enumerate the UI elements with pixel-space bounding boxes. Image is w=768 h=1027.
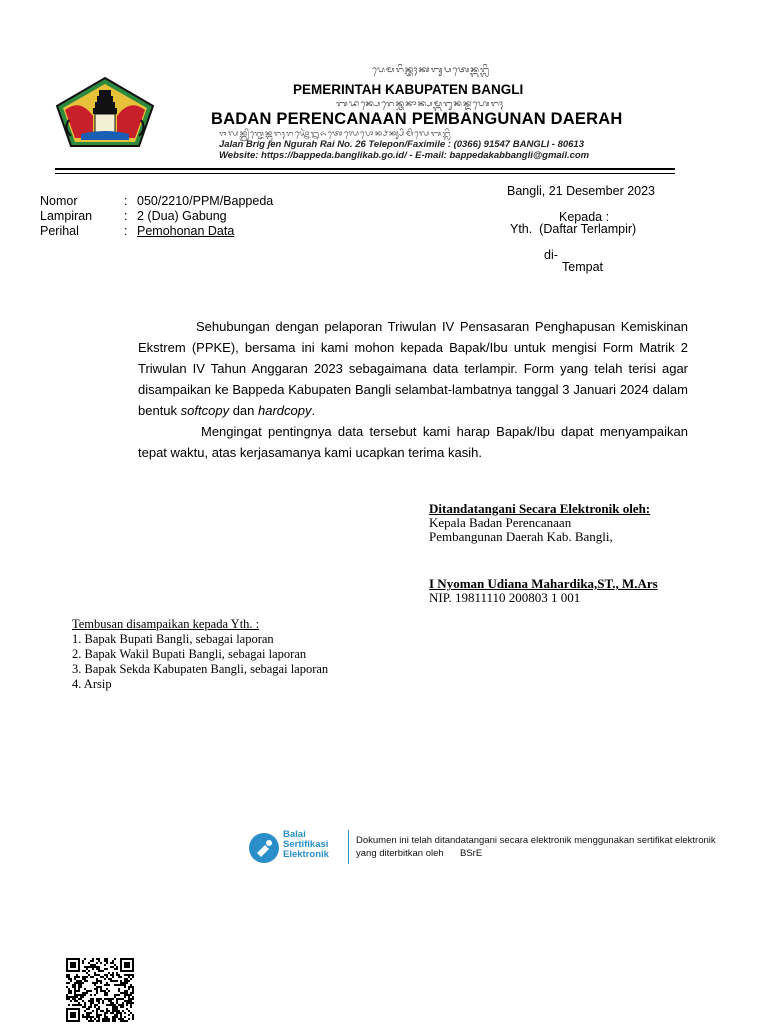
signature-note: Ditandatangani Secara Elektronik oleh: <box>429 501 651 516</box>
cc-item: 2. Bapak Wakil Bupati Bangli, sebagai laporan <box>72 647 307 661</box>
signature-position-1: Kepala Badan Perencanaan <box>429 515 572 530</box>
bangli-crest-logo <box>55 76 155 148</box>
letterhead-government: PEMERINTAH KABUPATEN BANGLI <box>293 82 524 97</box>
bsre-note-1: Dokumen ini telah ditandatangani secara elektronik menggunakan sertifikat elektronik <box>356 835 716 846</box>
bsre-logo-line-1: Balai <box>283 829 306 840</box>
recipient-di: di- <box>544 248 558 262</box>
letterhead-rule-thin <box>55 173 675 174</box>
bsre-logo-line-3: Elektronik <box>283 849 329 860</box>
meta-perihal-label: Perihal <box>40 224 79 238</box>
body-hardcopy: hardcopy <box>258 403 312 418</box>
bsre-logo-text <box>283 830 329 860</box>
signature-nip: NIP. 19811110 200803 1 001 <box>429 590 581 605</box>
bsre-logo-icon <box>247 831 281 865</box>
cc-item: 3. Bapak Sekda Kabupaten Bangli, sebagai laporan <box>72 662 329 676</box>
letterhead-script-line-1: ᬧᬾᬫᬭᬶᬦ᭄ᬢᬄᬓᬩᬸᬧᬢᬾᬦ᭄ᬩᬗ᭄ᬮᬶ <box>372 65 493 75</box>
body-softcopy: softcopy <box>180 403 230 418</box>
body-period: . <box>311 403 316 418</box>
letterhead-website: Website: https://bappeda.banglikab.go.id/ - E-mail: bappedakabbangli@gmail.com <box>219 150 590 161</box>
meta-nomor-value: 050/2210/PPM/Bappeda <box>137 194 274 208</box>
letterhead-agency: BADAN PERENCANAAN PEMBANGUNAN DAERAH <box>211 110 623 128</box>
cc-item: 1. Bapak Bupati Bangli, sebagai laporan <box>72 632 274 646</box>
cc-item: 4. Arsip <box>72 677 112 691</box>
date-line: Bangli, 21 Desember 2023 <box>507 184 656 198</box>
letterhead-script-line-2: ᬩᬤᬦ᭄ᬧᬾᬭᬾᬦ᭄ᬘᬦᬵᬦ᭄ᬧᬫ᭄ᬩᬗᬸᬦᬦ᭄ᬤᬳᬾᬭᬄ <box>336 99 505 109</box>
bsre-note-3: BSrE <box>460 848 483 859</box>
letterhead-rule-thick <box>55 168 675 170</box>
body-paragraph-2: Mengingat pentingnya data tersebut kami harap Bapak/Ibu dapat menyampaikan tepat waktu, atas kerjasamanya kami ucapkan terima kasih. <box>138 424 688 460</box>
meta-nomor-label: Nomor <box>40 194 78 208</box>
body-p1-text: Sehubungan dengan pelaporan Triwulan IV Pensasaran Penghapusan Kemiskinan Ekstrem (PPKE), bersama ini kami mohon kepada Bapak/Ibu untuk mengisi Form Matrik 2 Triwulan IV Tahun Anggaran 2023 sebagaimana data terlampir. Form yang telah terisi agar disampaikan ke Bappeda Kabupaten Bangli selambat-lambatnya tanggal 3 Januari 2024 dalam bentuk <box>138 319 688 418</box>
body-dan: dan <box>229 403 258 418</box>
signature-position-2: Pembangunan Daerah Kab. Bangli, <box>429 529 613 544</box>
letterhead-address: Jalan Brig jen Ngurah Rai No. 26 Telepon/Faximile : (0366) 91547 BANGLI - 80613 <box>219 139 584 150</box>
cc-title: Tembusan disampaikan kepada Yth. : <box>72 617 260 631</box>
recipient-yth: Yth. (Daftar Terlampir) <box>510 222 637 236</box>
recipient-kepada: Kepada : <box>559 210 610 224</box>
meta-lampiran-label: Lampiran <box>40 209 93 223</box>
meta-colon: : <box>124 209 128 223</box>
signature-name: I Nyoman Udiana Mahardika,ST., M.Ars <box>429 576 658 591</box>
meta-colon: : <box>124 224 128 238</box>
recipient-tempat: Tempat <box>562 260 603 274</box>
meta-colon: : <box>124 194 128 208</box>
meta-lampiran-value: 2 (Dua) Gabung <box>137 209 227 223</box>
bsre-note-2: yang diterbitkan oleh <box>356 848 444 859</box>
meta-perihal-value: Pemohonan Data <box>137 224 235 238</box>
qr-code-icon <box>66 958 134 1022</box>
bsre-divider <box>348 830 349 864</box>
letterhead-script-line-3: ᬚᬮᬦ᭄ᬩ᭄ᬭᬶᬕ᭄ᬚᬾᬦ᭄ᬗᬸᬭᬄᬭᬬ᭄ᬦᭀᬃ᭒᭖ᬢᬾᬮᬾᬧᭀᬦ᭄ᬨᬓ᭄ᬲᬶᬫᬶᬮᬾᬩᬗ᭄ᬮᬶ <box>219 130 454 139</box>
bsre-logo-line-2: Sertifikasi <box>283 839 329 850</box>
body-paragraph-1 <box>138 316 688 421</box>
